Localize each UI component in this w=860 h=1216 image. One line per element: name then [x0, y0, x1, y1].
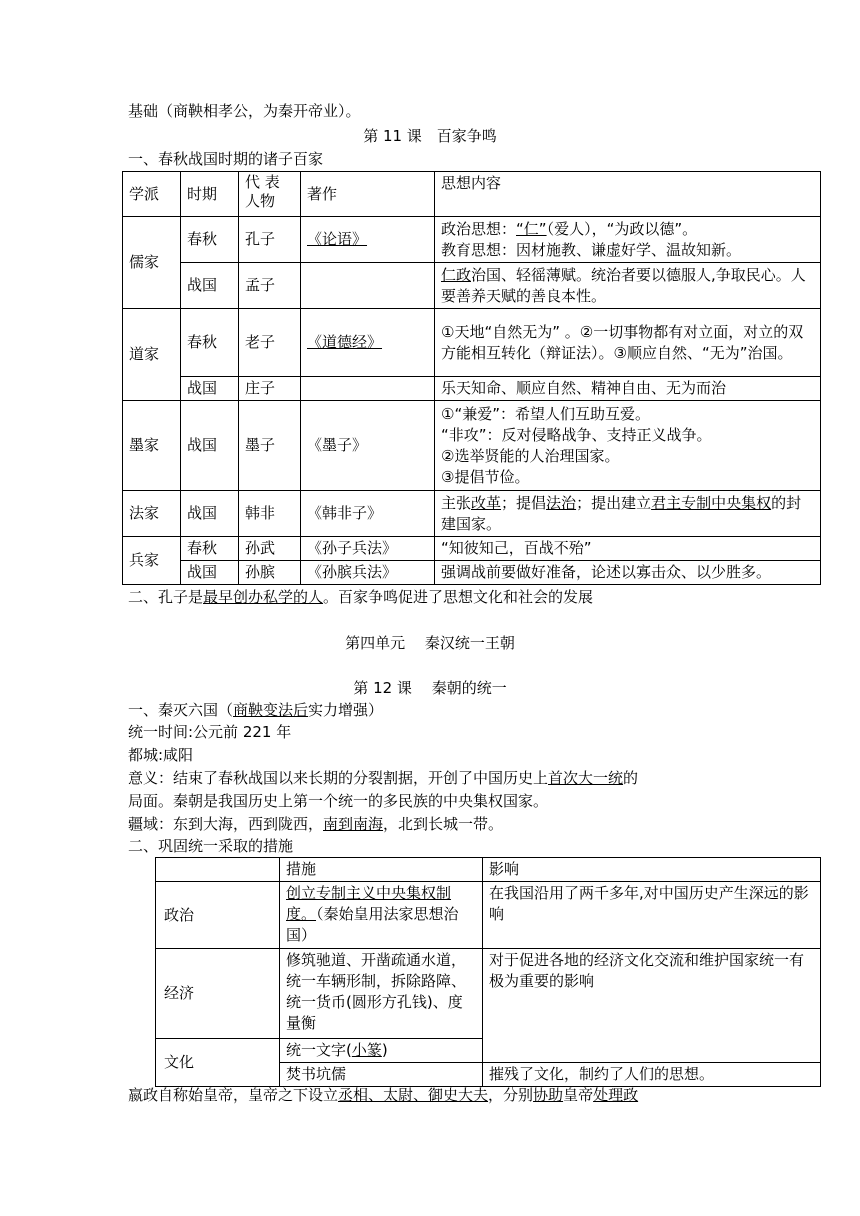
school-military: 兵家 — [123, 537, 181, 585]
underlined-text: 首次大一统 — [548, 769, 624, 787]
period: 战国 — [181, 263, 239, 309]
work-title: 《论语》 — [307, 230, 368, 248]
text: 的 — [623, 769, 639, 787]
underlined-text: 丞相、太尉、御史大夫 — [338, 1086, 489, 1104]
text: 一、秦灭六国（ — [128, 701, 234, 719]
text: 统一文字( — [286, 1041, 352, 1059]
period: 战国 — [181, 491, 239, 537]
text: 意义：结束了春秋战国以来长期的分裂割据，开创了中国历史上 — [128, 769, 549, 787]
period: 春秋 — [181, 537, 239, 561]
content-line: ③提倡节俭。 — [441, 467, 530, 486]
school-mohist: 墨家 — [123, 401, 181, 491]
content — [435, 263, 821, 309]
content-text: 治国、轻徭薄赋。统治者要以德服人,争取民心。人要善养天赋的善良本性。 — [441, 265, 806, 305]
work — [301, 263, 435, 309]
content-line: ②选举贤能的人治理国家。 — [441, 446, 620, 465]
period: 春秋 — [181, 217, 239, 263]
section-2-line — [128, 587, 593, 607]
content: 强调战前要做好准备，论述以寡击众、以少胜多。 — [435, 561, 821, 585]
lesson-12-title: 第 12 课 秦朝的统一 — [353, 679, 507, 697]
content-line: ①“兼爱”：希望人们互助互爱。 — [441, 404, 650, 423]
effect: 对于促进各地的经济文化交流和维护国家统一有极为重要的影响 — [483, 949, 821, 1063]
person: 庄子 — [239, 377, 301, 401]
effect: 在我国沿用了两千多年,对中国历史产生深远的影响 — [483, 882, 821, 949]
work: 《墨子》 — [301, 401, 435, 491]
unification-time: 统一时间:公元前 221 年 — [128, 723, 292, 741]
person: 孟子 — [239, 263, 301, 309]
period: 春秋 — [181, 309, 239, 377]
work: 《孙膑兵法》 — [301, 561, 435, 585]
measure — [280, 1039, 483, 1063]
header-person: 代 表 人物 — [239, 172, 301, 217]
underlined-text: 处理政 — [593, 1086, 639, 1104]
text: （秦始皇用法家思想治国） — [286, 905, 459, 944]
top-line: 基础（商鞅相孝公，为秦开帝业）。 — [128, 102, 361, 120]
meaning-line-2: 局面。秦朝是我国历史上第一个统一的多民族的中央集权国家。 — [128, 792, 549, 810]
text: ，分别 — [488, 1086, 534, 1104]
person: 老子 — [239, 309, 301, 377]
content — [435, 491, 821, 537]
header-work: 著作 — [301, 172, 435, 217]
work — [301, 377, 435, 401]
qin-heading-2: 二、巩固统一采取的措施 — [128, 837, 294, 855]
underlined-text: 南到南海 — [323, 815, 384, 833]
content-text: ；提倡 — [501, 493, 547, 512]
content-line: “非攻”：反对侵略战争、支持正义战争。 — [441, 425, 712, 444]
person: 韩非 — [239, 491, 301, 537]
measure — [280, 882, 483, 949]
bottom-line — [128, 1085, 638, 1105]
content-text: （爱人），“为政以德”。 — [546, 219, 698, 238]
header-effect: 影响 — [483, 858, 821, 882]
section-1-heading: 一、春秋战国时期的诸子百家 — [128, 150, 324, 168]
content-text: 教育思想：因材施教、谦虚好学、温故知新。 — [441, 240, 742, 259]
header-period: 时期 — [181, 172, 239, 217]
header-content: 思想内容 — [435, 172, 821, 217]
text: ，北到长城一带。 — [383, 815, 504, 833]
content-underlined: “仁” — [516, 219, 547, 238]
header-measure: 措施 — [280, 858, 483, 882]
work — [301, 217, 435, 263]
work — [301, 309, 435, 377]
meaning-line-1 — [128, 768, 638, 788]
underlined-text: 创立专制主义中央集权制度。 — [286, 884, 452, 923]
content: “知彼知己，百战不殆” — [435, 537, 821, 561]
schools-table — [122, 171, 821, 585]
school-confucian: 儒家 — [123, 217, 181, 309]
text: 实力增强） — [308, 701, 384, 719]
header-school: 学派 — [123, 172, 181, 217]
content-text: 政治思想： — [441, 219, 517, 238]
content-underlined: 君主专制中央集权 — [651, 493, 772, 512]
period: 战国 — [181, 561, 239, 585]
text: 嬴政自称始皇帝，皇帝之下设立 — [128, 1086, 339, 1104]
text: 皇帝 — [563, 1086, 594, 1104]
school-legalist: 法家 — [123, 491, 181, 537]
category-economy: 经济 — [156, 949, 280, 1039]
content-text: ；提出建立 — [576, 493, 652, 512]
school-taoist: 道家 — [123, 309, 181, 401]
qin-heading-1 — [128, 700, 383, 720]
measures-table — [155, 857, 821, 1087]
text: 。百家争鸣促进了思想文化和社会的发展 — [323, 588, 594, 606]
content — [435, 217, 821, 263]
underlined-text: 商鞅变法后 — [233, 701, 309, 719]
measure: 修筑驰道、开凿疏通水道，统一车辆形制，拆除路障、统一货币(圆形方孔钱)、度量衡 — [280, 949, 483, 1039]
effect: 摧残了文化，制约了人们的思想。 — [483, 1063, 821, 1087]
period: 战国 — [181, 401, 239, 491]
header-blank — [156, 858, 280, 882]
underlined-text: 最早创办私学的人 — [203, 588, 324, 606]
period: 战国 — [181, 377, 239, 401]
category-politics: 政治 — [156, 882, 280, 949]
person: 孔子 — [239, 217, 301, 263]
underlined-text: 小篆 — [351, 1041, 382, 1059]
work-title: 《道德经》 — [307, 333, 383, 351]
person: 孙膑 — [239, 561, 301, 585]
content-text: 的封建国家。 — [441, 493, 802, 533]
content-underlined: 仁政 — [441, 265, 472, 284]
content: 乐天知命、顺应自然、精神自由、无为而治 — [435, 377, 821, 401]
person: 墨子 — [239, 401, 301, 491]
unit-4-title: 第四单元 秦汉统一王朝 — [345, 634, 515, 652]
work: 《孙子兵法》 — [301, 537, 435, 561]
capital: 都城:咸阳 — [128, 746, 194, 764]
territory — [128, 814, 503, 834]
text: ) — [381, 1041, 388, 1059]
underlined-text: 协助 — [533, 1086, 564, 1104]
person: 孙武 — [239, 537, 301, 561]
text: 二、孔子是 — [128, 588, 204, 606]
measure: 焚书坑儒 — [280, 1063, 483, 1087]
text: 疆域：东到大海，西到陇西， — [128, 815, 324, 833]
content: ①天地“自然无为” 。②一切事物都有对立面，对立的双方能相互转化（辩证法）。③顺应自然、“无为”治国。 — [435, 309, 821, 377]
lesson-11-title: 第 11 课 百家争鸣 — [363, 127, 497, 145]
category-culture: 文化 — [156, 1039, 280, 1087]
content-underlined: 法治 — [546, 493, 577, 512]
content — [435, 401, 821, 491]
content-text: 主张 — [441, 493, 472, 512]
work: 《韩非子》 — [301, 491, 435, 537]
content-underlined: 改革 — [471, 493, 502, 512]
